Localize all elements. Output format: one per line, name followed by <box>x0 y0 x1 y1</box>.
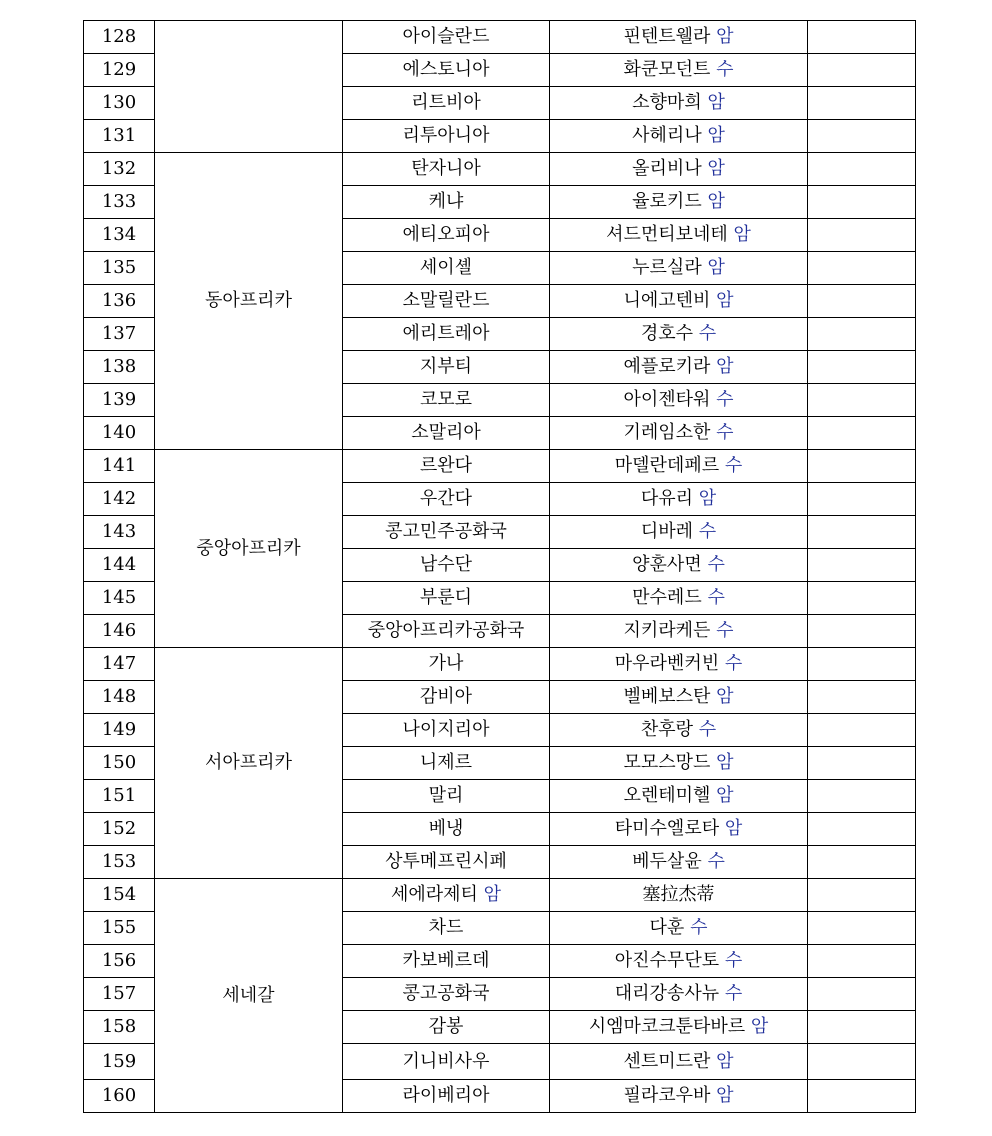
country-cell <box>343 54 550 87</box>
country-label: 베냉 <box>428 818 464 839</box>
name-cell <box>550 186 808 219</box>
name-label: 필라코우바 <box>623 1085 711 1106</box>
country-label: 지부티 <box>419 356 473 377</box>
name-cell <box>550 813 808 846</box>
name-cell <box>550 87 808 120</box>
country-cell <box>343 252 550 285</box>
empty-cell <box>808 813 916 846</box>
empty-cell <box>808 1080 916 1113</box>
empty-cell <box>808 516 916 549</box>
empty-cell <box>808 384 916 417</box>
name-suffix: 암 <box>707 125 725 146</box>
name-suffix: 수 <box>724 983 743 1004</box>
country-cell <box>343 714 550 747</box>
country-label: 라이베리아 <box>402 1085 490 1106</box>
name-suffix: 수 <box>716 59 734 80</box>
country-cell <box>343 912 550 945</box>
row-number: 131 <box>84 120 155 153</box>
name-suffix: 수 <box>690 917 708 938</box>
row-number: 136 <box>84 285 155 318</box>
empty-cell <box>808 1011 916 1044</box>
name-label: 다유리 <box>640 488 694 509</box>
table-row <box>84 153 916 186</box>
name-cell <box>550 219 808 252</box>
country-label: 코모로 <box>419 389 473 410</box>
country-cell <box>343 87 550 120</box>
name-label: 베두살윤 <box>632 851 702 872</box>
empty-cell <box>808 714 916 747</box>
country-label: 콩고민주공화국 <box>385 521 507 542</box>
name-label: 지키라케든 <box>623 620 711 641</box>
country-label: 차드 <box>428 917 464 938</box>
name-cell <box>550 780 808 813</box>
name-suffix: 암 <box>707 191 725 212</box>
empty-cell <box>808 615 916 648</box>
name-suffix: 수 <box>698 323 717 344</box>
country-cell <box>343 879 550 912</box>
row-number: 146 <box>84 615 155 648</box>
row-number: 137 <box>84 318 155 351</box>
row-number: 148 <box>84 681 155 714</box>
name-label: 소향마희 <box>632 92 702 113</box>
country-cell <box>343 780 550 813</box>
name-label: 찬후랑 <box>640 719 694 740</box>
name-label: 핀텐트웰라 <box>623 26 711 47</box>
name-suffix: 암 <box>698 488 717 509</box>
country-label: 세에라제티 <box>390 884 478 905</box>
name-suffix: 수 <box>698 521 717 542</box>
name-label: 아이젠타워 <box>623 389 711 410</box>
country-cell <box>343 285 550 318</box>
empty-cell <box>808 186 916 219</box>
country-label: 말리 <box>428 785 464 806</box>
country-label: 케냐 <box>428 191 464 212</box>
region-cell: 서아프리카 <box>155 648 343 879</box>
name-suffix: 수 <box>707 851 725 872</box>
name-suffix: 암 <box>716 785 734 806</box>
name-label: 디바레 <box>640 521 694 542</box>
row-number: 144 <box>84 549 155 582</box>
name-cell <box>550 912 808 945</box>
country-label: 에리트레아 <box>402 323 490 344</box>
country-label: 감봉 <box>428 1016 464 1037</box>
table-row <box>84 879 916 912</box>
country-label: 상투메프린시페 <box>385 851 507 872</box>
country-name-table <box>83 20 916 1113</box>
empty-cell <box>808 483 916 516</box>
empty-cell <box>808 21 916 54</box>
name-suffix: 수 <box>707 587 725 608</box>
country-cell <box>343 483 550 516</box>
row-number: 128 <box>84 21 155 54</box>
country-label: 기니비사우 <box>402 1050 490 1072</box>
row-number: 156 <box>84 945 155 978</box>
name-cell <box>550 54 808 87</box>
empty-cell <box>808 846 916 879</box>
name-cell <box>550 384 808 417</box>
row-number: 157 <box>84 978 155 1011</box>
empty-cell <box>808 285 916 318</box>
name-cell <box>550 153 808 186</box>
row-number: 153 <box>84 846 155 879</box>
country-label: 소말리아 <box>411 422 481 443</box>
row-number: 154 <box>84 879 155 912</box>
name-cell <box>550 615 808 648</box>
name-label: 대리강송사뉴 <box>614 983 720 1004</box>
name-suffix: 수 <box>698 719 717 740</box>
empty-cell <box>808 1044 916 1080</box>
name-cell <box>550 1011 808 1044</box>
name-label: 니에고텐비 <box>623 290 711 311</box>
region-cell: 중앙아프리카 <box>155 450 343 648</box>
country-label: 니제르 <box>419 752 473 773</box>
empty-cell <box>808 648 916 681</box>
country-label: 부룬디 <box>419 587 473 608</box>
country-label: 르완다 <box>419 455 473 476</box>
name-label: 율로키드 <box>632 191 702 212</box>
name-label: 塞拉杰蒂 <box>642 884 715 905</box>
name-cell <box>550 879 808 912</box>
name-label: 마델란데페르 <box>614 455 720 476</box>
empty-cell <box>808 879 916 912</box>
name-suffix: 암 <box>716 290 734 311</box>
table-row <box>84 450 916 483</box>
empty-cell <box>808 582 916 615</box>
country-cell <box>343 219 550 252</box>
country-label: 에티오피아 <box>402 224 490 245</box>
country-cell <box>343 813 550 846</box>
empty-cell <box>808 219 916 252</box>
name-suffix: 암 <box>716 752 734 773</box>
name-cell <box>550 21 808 54</box>
country-label: 에스토니아 <box>402 59 490 80</box>
table-row <box>84 648 916 681</box>
name-cell <box>550 120 808 153</box>
table-body <box>84 21 916 1113</box>
name-cell <box>550 318 808 351</box>
name-cell <box>550 417 808 450</box>
country-label: 우간다 <box>419 488 473 509</box>
name-label: 모모스망드 <box>623 752 711 773</box>
country-cell <box>343 549 550 582</box>
empty-cell <box>808 747 916 780</box>
name-label: 기레임소한 <box>623 422 711 443</box>
name-label: 마우라벤커빈 <box>614 653 720 674</box>
country-label: 남수단 <box>419 554 473 575</box>
name-label: 경호수 <box>640 323 694 344</box>
name-suffix: 암 <box>716 26 734 47</box>
country-cell <box>343 1011 550 1044</box>
name-cell <box>550 747 808 780</box>
empty-cell <box>808 318 916 351</box>
name-cell <box>550 351 808 384</box>
country-cell <box>343 21 550 54</box>
country-cell <box>343 318 550 351</box>
name-label: 누르실라 <box>632 257 702 278</box>
name-label: 예플로키라 <box>623 356 711 377</box>
name-suffix: 암 <box>750 1016 769 1037</box>
country-cell <box>343 615 550 648</box>
country-label: 리트비아 <box>411 92 481 113</box>
row-number: 139 <box>84 384 155 417</box>
region-cell: 세네갈 <box>155 879 343 1113</box>
country-cell <box>343 582 550 615</box>
row-number: 134 <box>84 219 155 252</box>
empty-cell <box>808 87 916 120</box>
row-number: 129 <box>84 54 155 87</box>
empty-cell <box>808 549 916 582</box>
name-cell <box>550 1080 808 1113</box>
name-suffix: 암 <box>716 1085 734 1106</box>
name-cell <box>550 549 808 582</box>
name-cell <box>550 648 808 681</box>
row-number: 130 <box>84 87 155 120</box>
country-cell <box>343 351 550 384</box>
row-number: 133 <box>84 186 155 219</box>
country-cell <box>343 384 550 417</box>
name-cell <box>550 285 808 318</box>
empty-cell <box>808 450 916 483</box>
country-label: 리투아니아 <box>402 125 490 146</box>
name-suffix: 암 <box>707 92 725 113</box>
name-label: 시엠마코크툰타바르 <box>588 1016 746 1037</box>
empty-cell <box>808 780 916 813</box>
country-cell <box>343 450 550 483</box>
row-number: 151 <box>84 780 155 813</box>
country-cell <box>343 681 550 714</box>
country-label: 나이지리아 <box>402 719 490 740</box>
name-cell <box>550 516 808 549</box>
name-cell <box>550 846 808 879</box>
country-label: 카보베르데 <box>402 950 490 971</box>
empty-cell <box>808 945 916 978</box>
name-suffix: 암 <box>707 158 725 179</box>
name-suffix: 암 <box>733 224 751 245</box>
country-suffix: 암 <box>483 884 502 905</box>
empty-cell <box>808 54 916 87</box>
name-label: 올리비나 <box>632 158 702 179</box>
name-cell <box>550 714 808 747</box>
country-label: 소말릴란드 <box>402 290 490 311</box>
name-suffix: 수 <box>716 389 734 410</box>
country-cell <box>343 846 550 879</box>
row-number: 132 <box>84 153 155 186</box>
country-cell <box>343 945 550 978</box>
row-number: 150 <box>84 747 155 780</box>
name-label: 다훈 <box>649 917 685 938</box>
row-number: 152 <box>84 813 155 846</box>
name-label: 타미수엘로타 <box>614 818 720 839</box>
country-label: 세이셸 <box>419 257 473 278</box>
empty-cell <box>808 417 916 450</box>
name-label: 셔드먼티보네테 <box>606 224 728 245</box>
row-number: 149 <box>84 714 155 747</box>
name-suffix: 수 <box>707 554 725 575</box>
empty-cell <box>808 153 916 186</box>
name-suffix: 수 <box>724 455 743 476</box>
country-cell <box>343 417 550 450</box>
row-number: 159 <box>84 1044 155 1080</box>
name-label: 양훈사면 <box>632 554 702 575</box>
empty-cell <box>808 252 916 285</box>
row-number: 142 <box>84 483 155 516</box>
country-cell <box>343 153 550 186</box>
name-suffix: 암 <box>707 257 725 278</box>
name-label: 사헤리나 <box>632 125 702 146</box>
country-label: 감비아 <box>419 686 473 707</box>
region-cell <box>155 21 343 153</box>
country-cell <box>343 978 550 1011</box>
name-suffix: 암 <box>724 818 743 839</box>
name-cell <box>550 681 808 714</box>
name-cell <box>550 483 808 516</box>
empty-cell <box>808 120 916 153</box>
name-label: 아진수무단토 <box>614 950 720 971</box>
name-suffix: 암 <box>716 686 734 707</box>
empty-cell <box>808 978 916 1011</box>
name-label: 센트미드란 <box>623 1050 711 1072</box>
row-number: 160 <box>84 1080 155 1113</box>
row-number: 147 <box>84 648 155 681</box>
name-label: 벨베보스탄 <box>623 686 711 707</box>
row-number: 158 <box>84 1011 155 1044</box>
name-cell <box>550 582 808 615</box>
country-label: 중앙아프리카공화국 <box>367 620 525 641</box>
row-number: 155 <box>84 912 155 945</box>
country-cell <box>343 1080 550 1113</box>
name-suffix: 수 <box>724 653 743 674</box>
row-number: 143 <box>84 516 155 549</box>
country-label: 탄자니아 <box>411 158 481 179</box>
name-cell <box>550 945 808 978</box>
country-cell <box>343 120 550 153</box>
name-cell <box>550 252 808 285</box>
country-cell <box>343 186 550 219</box>
row-number: 141 <box>84 450 155 483</box>
empty-cell <box>808 912 916 945</box>
country-label: 아이슬란드 <box>402 26 490 47</box>
name-suffix: 수 <box>716 620 734 641</box>
name-suffix: 암 <box>716 1050 734 1072</box>
name-suffix: 수 <box>716 422 734 443</box>
country-cell <box>343 648 550 681</box>
name-suffix: 수 <box>724 950 743 971</box>
name-label: 오렌테미헬 <box>623 785 711 806</box>
country-label: 콩고공화국 <box>402 983 490 1004</box>
name-cell <box>550 1044 808 1080</box>
row-number: 138 <box>84 351 155 384</box>
country-cell <box>343 1044 550 1080</box>
name-cell <box>550 978 808 1011</box>
name-label: 화쿤모던트 <box>623 59 711 80</box>
country-cell <box>343 516 550 549</box>
row-number: 140 <box>84 417 155 450</box>
name-cell <box>550 450 808 483</box>
name-suffix: 암 <box>716 356 734 377</box>
name-label: 만수레드 <box>632 587 702 608</box>
empty-cell <box>808 351 916 384</box>
region-cell: 동아프리카 <box>155 153 343 450</box>
country-label: 가나 <box>428 653 464 674</box>
row-number: 135 <box>84 252 155 285</box>
row-number: 145 <box>84 582 155 615</box>
empty-cell <box>808 681 916 714</box>
table-row <box>84 21 916 54</box>
country-cell <box>343 747 550 780</box>
